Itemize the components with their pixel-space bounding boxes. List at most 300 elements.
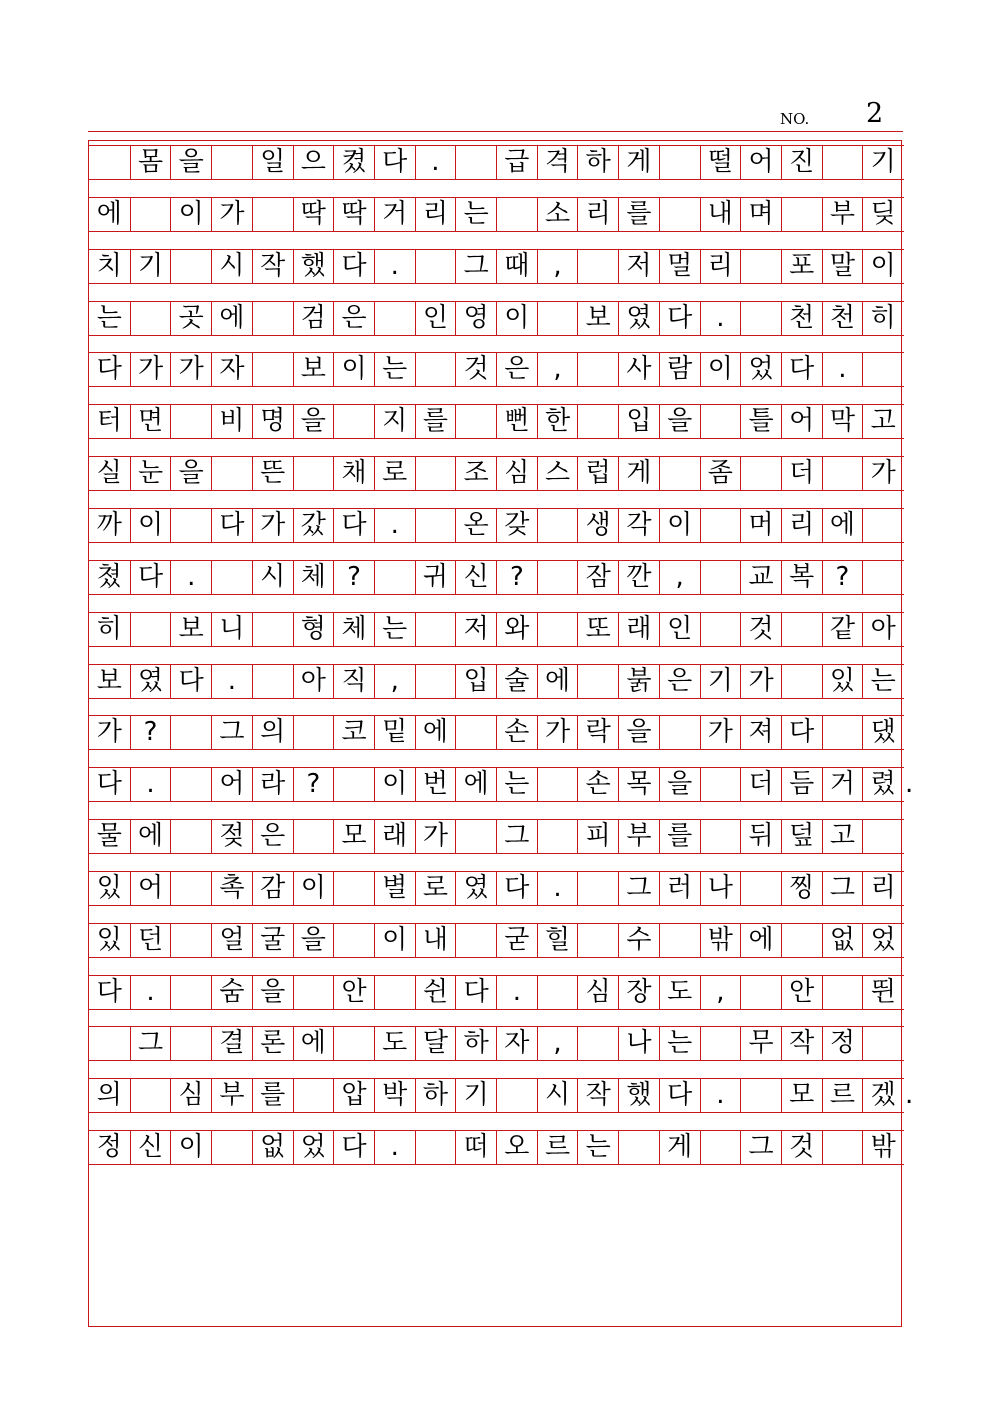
manuscript-cell: 가 [211,197,252,232]
manuscript-cell: 게 [659,1130,700,1165]
manuscript-cell [659,456,700,491]
manuscript-cell: 리 [415,197,456,232]
manuscript-cell [333,1026,374,1061]
manuscript-cell: 나 [618,1026,659,1061]
manuscript-cell [211,456,252,491]
manuscript-cell: 수 [618,923,659,958]
manuscript-cell: 입 [618,404,659,439]
manuscript-cell [293,1078,334,1113]
manuscript-cell: 러 [659,871,700,906]
manuscript-cell: 힐 [537,923,578,958]
manuscript-cell [415,249,456,284]
manuscript-cell: 에 [822,508,863,543]
manuscript-cell: 도 [374,1026,415,1061]
manuscript-cell: 일 [252,145,293,180]
manuscript-cell: 도 [659,975,700,1010]
manuscript-cell: 또 [577,612,618,647]
manuscript-cell: 뒤 [740,819,781,854]
manuscript-cell: 무 [740,1026,781,1061]
manuscript-cell: 시 [537,1078,578,1113]
manuscript-cell: 작 [577,1078,618,1113]
manuscript-cell: 을 [293,404,334,439]
manuscript-cell [252,664,293,699]
manuscript-cell: 정 [96,1132,122,1163]
manuscript-cell: 다 [211,508,252,543]
manuscript-cell: 있 [96,872,122,903]
manuscript-cell: 을 [618,715,659,750]
manuscript-line [89,352,903,387]
manuscript-cell: 비 [211,404,252,439]
manuscript-cell: 가 [415,819,456,854]
manuscript-cell: 보 [293,352,334,387]
manuscript-cell: 술 [496,664,537,699]
manuscript-cell: 는 [374,352,415,387]
manuscript-cell: 는 [374,612,415,647]
manuscript-line [89,871,903,906]
manuscript-cell: 와 [496,612,537,647]
manuscript-cell [537,819,578,854]
manuscript-cell: 에 [455,767,496,802]
manuscript-cell [374,560,415,595]
manuscript-cell: 천 [822,301,863,336]
manuscript-cell [577,923,618,958]
manuscript-cell: 고 [822,819,863,854]
manuscript-cell: . [130,767,171,802]
manuscript-cell: 에 [537,664,578,699]
manuscript-cell: 감 [252,871,293,906]
manuscript-cell [822,145,863,180]
manuscript-cell: 다 [333,508,374,543]
manuscript-cell: 다 [781,352,822,387]
manuscript-cell [740,871,781,906]
manuscript-line [89,715,903,750]
manuscript-cell: 부 [211,1078,252,1113]
manuscript-cell: 젖 [211,819,252,854]
manuscript-cell: 다 [96,354,122,385]
manuscript-cell: ? [496,560,537,595]
manuscript-line [89,1130,903,1165]
manuscript-cell: 론 [252,1026,293,1061]
manuscript-cell: 을 [659,767,700,802]
manuscript-cell: 였 [130,664,171,699]
manuscript-cell: 복 [781,560,822,595]
manuscript-cell: 목 [618,767,659,802]
manuscript-cell: 보 [577,301,618,336]
manuscript-cell: 다 [130,560,171,595]
manuscript-cell: 는 [496,767,537,802]
manuscript-cell: 박 [374,1078,415,1113]
manuscript-cell: , [374,664,415,699]
manuscript-cell: 니 [211,612,252,647]
manuscript-cell [618,1130,659,1165]
manuscript-line [89,923,903,958]
manuscript-cell [170,871,211,906]
manuscript-cell: 치 [96,250,122,281]
manuscript-cell: 했 [293,249,334,284]
manuscript-cell: 결 [211,1026,252,1061]
manuscript-cell: 심 [170,1078,211,1113]
manuscript-cell: 를 [415,404,456,439]
manuscript-cell: 딱 [333,197,374,232]
manuscript-cell [130,301,171,336]
manuscript-cell [293,456,334,491]
manuscript-cell [862,819,903,854]
manuscript-line [89,145,903,180]
manuscript-line [89,664,903,699]
manuscript-cell [781,923,822,958]
manuscript-cell: 신 [130,1130,171,1165]
manuscript-cell: 에 [415,715,456,750]
manuscript-cell: 실 [96,458,122,489]
manuscript-cell: 뜬 [252,456,293,491]
manuscript-cell: 의 [252,715,293,750]
manuscript-cell: 은 [333,301,374,336]
manuscript-cell [170,404,211,439]
manuscript-cell [862,508,903,543]
manuscript-cell: 을 [293,923,334,958]
manuscript-cell: , [537,352,578,387]
manuscript-cell: 지 [374,404,415,439]
manuscript-cell: 럽 [577,456,618,491]
manuscript-cell [89,1026,130,1061]
manuscript-cell: 렸 [862,767,903,802]
manuscript-cell: 기 [700,664,741,699]
manuscript-cell: 그 [822,871,863,906]
manuscript-cell: 면 [130,404,171,439]
manuscript-cell: 다 [374,145,415,180]
manuscript-cell [455,923,496,958]
manuscript-cell [537,301,578,336]
manuscript-cell: 었 [862,923,903,958]
manuscript-cell [700,819,741,854]
manuscript-cell [211,1130,252,1165]
manuscript-cell: , [537,249,578,284]
manuscript-cell: 를 [659,819,700,854]
manuscript-cell: 장 [618,975,659,1010]
manuscript-cell [862,352,903,387]
manuscript-cell: 져 [740,715,781,750]
manuscript-cell: 는 [455,197,496,232]
manuscript-cell: 의 [96,1080,122,1111]
manuscript-cell: 체 [293,560,334,595]
manuscript-cell: 작 [781,1026,822,1061]
manuscript-cell: 손 [496,715,537,750]
manuscript-cell: 겠 [862,1078,903,1113]
manuscript-cell: 인 [659,612,700,647]
manuscript-cell: 딪 [862,197,903,232]
manuscript-cell [700,1130,741,1165]
manuscript-cell [415,1130,456,1165]
manuscript-cell: 하 [415,1078,456,1113]
manuscript-cell [374,301,415,336]
manuscript-cell: 리 [781,508,822,543]
manuscript-cell: 다 [659,301,700,336]
manuscript-line [89,456,903,491]
manuscript-cell: 검 [293,301,334,336]
manuscript-cell [700,508,741,543]
manuscript-cell [537,508,578,543]
manuscript-cell: 있 [96,924,122,955]
manuscript-cell: 격 [537,145,578,180]
manuscript-cell: 막 [822,404,863,439]
manuscript-cell: 까 [96,509,122,540]
manuscript-cell: ? [822,560,863,595]
manuscript-cell [293,975,334,1010]
manuscript-cell: 으 [293,145,334,180]
manuscript-cell: 머 [740,508,781,543]
manuscript-cell: 켰 [333,145,374,180]
manuscript-cell: 사 [618,352,659,387]
manuscript-cell: 채 [333,456,374,491]
manuscript-cell: 없 [252,1130,293,1165]
manuscript-cell: 히 [862,301,903,336]
manuscript-cell: 말 [822,249,863,284]
manuscript-cell: 다 [333,1130,374,1165]
page-number-value: 2 [866,98,884,129]
manuscript-cell: 듬 [781,767,822,802]
manuscript-cell [170,923,211,958]
manuscript-cell: 했 [618,1078,659,1113]
manuscript-cell [455,145,496,180]
manuscript-cell: 굴 [252,923,293,958]
manuscript-cell: 것 [781,1130,822,1165]
manuscript-cell: 그 [455,249,496,284]
manuscript-cell: 에 [293,1026,334,1061]
manuscript-cell: 교 [740,560,781,595]
manuscript-cell: 다 [170,664,211,699]
manuscript-cell [455,819,496,854]
manuscript-line [89,612,903,647]
manuscript-cell [659,923,700,958]
manuscript-cell: 밑 [374,715,415,750]
manuscript-cell: 로 [374,456,415,491]
manuscript-cell: 나 [700,871,741,906]
manuscript-cell: 이 [374,923,415,958]
manuscript-cell [415,508,456,543]
manuscript-cell: 떠 [455,1130,496,1165]
manuscript-cell: 체 [333,612,374,647]
manuscript-cell [333,767,374,802]
manuscript-cell [170,1026,211,1061]
manuscript-cell: 은 [252,819,293,854]
manuscript-cell: 눈 [130,456,171,491]
manuscript-cell: 기 [130,249,171,284]
manuscript-cell: 었 [740,352,781,387]
manuscript-cell: 시 [252,560,293,595]
manuscript-cell: 래 [374,819,415,854]
manuscript-cell: , [659,560,700,595]
manuscript-cell: . [415,145,456,180]
manuscript-cell: 별 [374,871,415,906]
manuscript-cell: 때 [496,249,537,284]
manuscript-cell: 였 [618,301,659,336]
manuscript-cell: 가 [537,715,578,750]
manuscript-cell: 있 [822,664,863,699]
manuscript-cell: 손 [577,767,618,802]
manuscript-cell [577,404,618,439]
manuscript-cell: 다 [333,249,374,284]
manuscript-cell [415,612,456,647]
manuscript-line [89,249,903,284]
manuscript-cell: 쉰 [415,975,456,1010]
manuscript-cell: 리 [577,197,618,232]
manuscript-cell: . [130,975,171,1010]
manuscript-cell: 가 [130,352,171,387]
manuscript-cell: 가 [96,717,122,748]
manuscript-cell: 기 [455,1078,496,1113]
manuscript-cell: 더 [781,456,822,491]
manuscript-cell: 다 [496,871,537,906]
manuscript-cell: 에 [130,819,171,854]
manuscript-cell: 며 [740,197,781,232]
manuscript-cell [170,249,211,284]
manuscript-cell: 하 [455,1026,496,1061]
manuscript-cell [374,975,415,1010]
manuscript-cell: 더 [740,767,781,802]
manuscript-cell: 이 [170,197,211,232]
manuscript-cell [415,352,456,387]
manuscript-cell: 고 [862,404,903,439]
manuscript-cell: . [496,975,537,1010]
manuscript-cell: 안 [781,975,822,1010]
manuscript-cell [455,715,496,750]
manuscript-cell: 이 [496,301,537,336]
manuscript-cell [537,767,578,802]
manuscript-cell [170,975,211,1010]
manuscript-cell: 각 [618,508,659,543]
manuscript-cell: 에 [740,923,781,958]
manuscript-cell: 는 [96,302,122,333]
manuscript-cell [659,715,700,750]
manuscript-cell: 명 [252,404,293,439]
manuscript-cell: 밖 [862,1130,903,1165]
manuscript-cell: 터 [96,406,122,437]
manuscript-cell: 생 [577,508,618,543]
manuscript-cell [170,715,211,750]
manuscript-cell: 게 [618,145,659,180]
manuscript-cell: 자 [211,352,252,387]
manuscript-line [89,508,903,543]
manuscript-cell: 번 [415,767,456,802]
manuscript-cell [700,404,741,439]
manuscript-cell: 은 [659,664,700,699]
manuscript-cell: 에 [211,301,252,336]
manuscript-cell: 다 [96,769,122,800]
page-number [760,98,900,132]
manuscript-cell [537,975,578,1010]
manuscript-cell: 였 [455,871,496,906]
manuscript-cell: 그 [211,715,252,750]
manuscript-cell: 락 [577,715,618,750]
manuscript-cell: . [170,560,211,595]
manuscript-cell: 내 [415,923,456,958]
manuscript-cell: 이 [700,352,741,387]
manuscript-cell: 르 [822,1078,863,1113]
manuscript-cell: 다 [455,975,496,1010]
manuscript-cell: 에 [96,198,122,229]
manuscript-cell: 코 [333,715,374,750]
manuscript-cell: . [374,249,415,284]
manuscript-cell: 가 [700,715,741,750]
manuscript-line [89,197,903,232]
manuscript-cell: 어 [211,767,252,802]
manuscript-cell [781,664,822,699]
manuscript-cell: 어 [130,871,171,906]
manuscript-cell: 라 [252,767,293,802]
manuscript-cell: 내 [700,197,741,232]
manuscript-cell: 거 [822,767,863,802]
manuscript-cell: , [700,975,741,1010]
manuscript-cell [252,197,293,232]
manuscript-cell [415,664,456,699]
manuscript-cell: 잠 [577,560,618,595]
manuscript-cell [700,560,741,595]
manuscript-cell: 람 [659,352,700,387]
manuscript-cell: 것 [740,612,781,647]
manuscript-cell: 안 [333,975,374,1010]
manuscript-cell: 좀 [700,456,741,491]
manuscript-cell: 딱 [293,197,334,232]
manuscript-cell: 를 [252,1078,293,1113]
manuscript-cell: 오 [496,1130,537,1165]
manuscript-line [89,819,903,854]
manuscript-cell: 저 [618,249,659,284]
manuscript-cell: 히 [96,613,122,644]
manuscript-cell: 은 [496,352,537,387]
manuscript-cell: 게 [618,456,659,491]
manuscript-cell: 압 [333,1078,374,1113]
manuscript-cell: 로 [415,871,456,906]
manuscript-cell: 진 [781,145,822,180]
manuscript-cell: . [822,352,863,387]
manuscript-cell: 다 [96,976,122,1007]
manuscript-cell: 그 [496,819,537,854]
manuscript-cell: 던 [130,923,171,958]
manuscript-cell: 없 [822,923,863,958]
manuscript-line [89,1026,903,1061]
manuscript-cell: 그 [618,871,659,906]
manuscript-cell: 리 [862,871,903,906]
manuscript-cell [740,975,781,1010]
manuscript-line [89,560,903,595]
manuscript-cell: 모 [333,819,374,854]
manuscript-cell: 몸 [130,145,171,180]
manuscript-cell [577,1026,618,1061]
manuscript-cell: 형 [293,612,334,647]
manuscript-cell [781,197,822,232]
manuscript-cell: , [537,1026,578,1061]
manuscript-cell: 래 [618,612,659,647]
manuscript-cell: 그 [740,1130,781,1165]
manuscript-cell [740,456,781,491]
margin-punctuation: . [905,769,914,800]
manuscript-cell: 뻔 [496,404,537,439]
manuscript-cell: 는 [862,664,903,699]
manuscript-cell [740,301,781,336]
manuscript-cell: . [700,301,741,336]
manuscript-cell [577,249,618,284]
manuscript-cell: 같 [822,612,863,647]
manuscript-cell [333,923,374,958]
manuscript-cell [496,1078,537,1113]
manuscript-cell [537,560,578,595]
manuscript-cell: 뛴 [862,975,903,1010]
manuscript-cell: 붉 [618,664,659,699]
manuscript-cell: 떨 [700,145,741,180]
manuscript-cell: 얼 [211,923,252,958]
manuscript-cell: 온 [455,508,496,543]
manuscript-cell: 것 [455,352,496,387]
